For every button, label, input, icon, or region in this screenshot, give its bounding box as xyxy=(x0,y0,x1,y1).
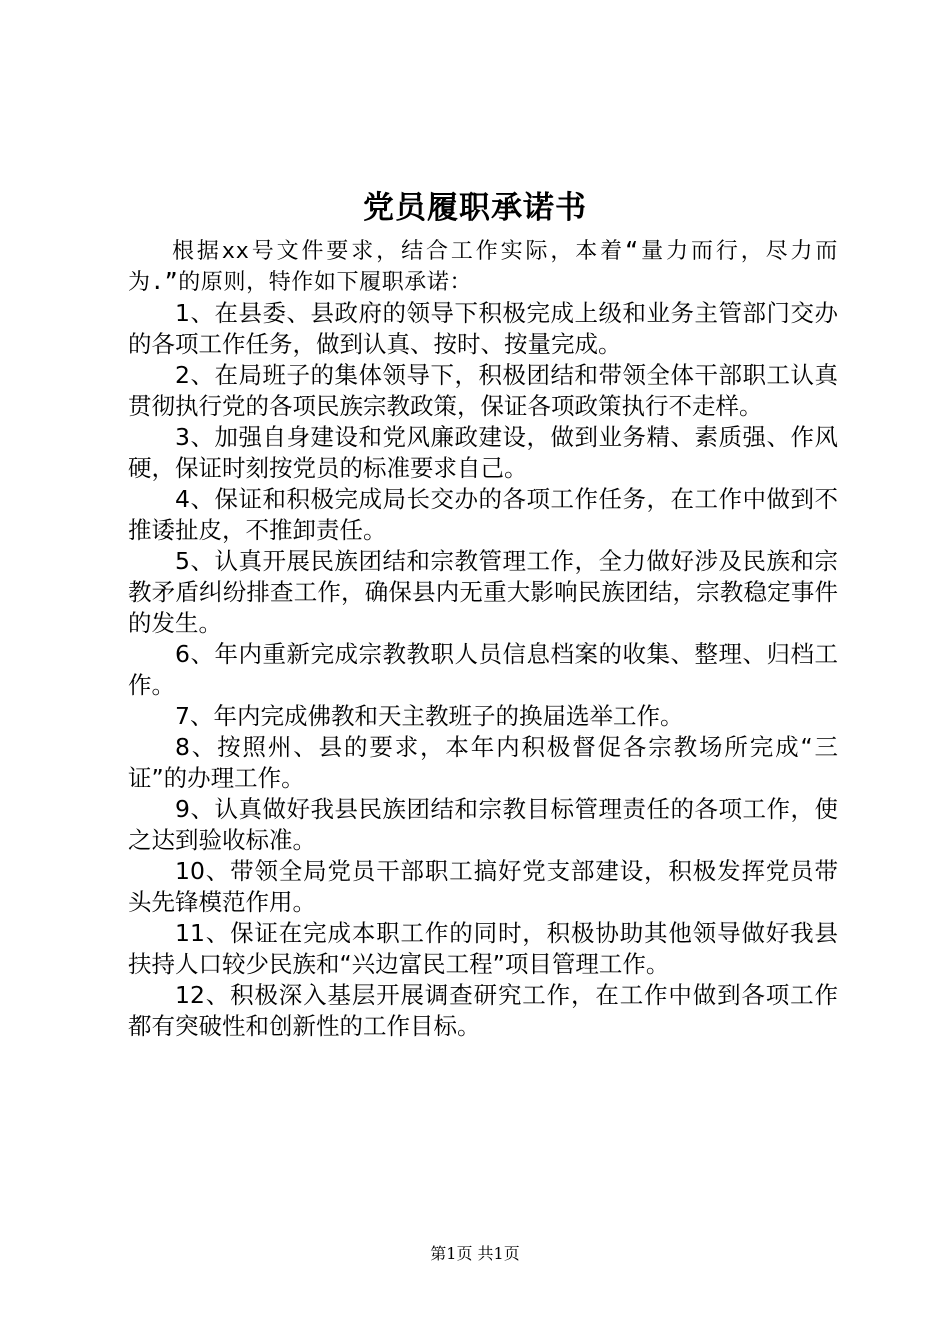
commitment-item: 12、积极深入基层开展调查研究工作，在工作中做到各项工作都有突破性和创新性的工作目标。 xyxy=(128,981,838,1040)
commitment-item: 8、按照州、县的要求，本年内积极督促各宗教场所完成“三证”的办理工作。 xyxy=(128,733,838,792)
commitment-item: 3、加强自身建设和党风廉政建设，做到业务精、素质强、作风硬，保证时刻按党员的标准要求自己。 xyxy=(128,423,838,482)
commitment-item: 7、年内完成佛教和天主教班子的换届选举工作。 xyxy=(175,702,684,730)
commitment-item: 10、带领全局党员干部职工搞好党支部建设，积极发挥党员带头先锋模范作用。 xyxy=(128,857,838,916)
document-body xyxy=(128,236,838,1042)
commitment-item: 1、在县委、县政府的领导下积极完成上级和业务主管部门交办的各项工作任务，做到认真、按时、按量完成。 xyxy=(128,299,838,358)
commitment-item: 4、保证和积极完成局长交办的各项工作任务，在工作中做到不推诿扯皮，不推卸责任。 xyxy=(128,485,838,544)
document-title: 党员履职承诺书 xyxy=(363,190,587,226)
page-footer: 第1页 共1页 xyxy=(430,1244,520,1263)
commitment-item: 11、保证在完成本职工作的同时，积极协助其他领导做好我县扶持人口较少民族和“兴边富民工程”项目管理工作。 xyxy=(128,919,838,978)
commitment-item: 2、在局班子的集体领导下，积极团结和带领全体干部职工认真贯彻执行党的各项民族宗教政策，保证各项政策执行不走样。 xyxy=(128,361,838,420)
commitment-item: 5、认真开展民族团结和宗教管理工作，全力做好涉及民族和宗教矛盾纠纷排查工作，确保县内无重大影响民族团结，宗教稳定事件的发生。 xyxy=(128,547,838,637)
commitment-item: 6、年内重新完成宗教教职人员信息档案的收集、整理、归档工作。 xyxy=(128,640,838,699)
intro-paragraph: 根据xx号文件要求，结合工作实际，本着“量力而行，尽力而为.”的原则，特作如下履职承诺： xyxy=(128,239,838,295)
commitment-item: 9、认真做好我县民族团结和宗教目标管理责任的各项工作，使之达到验收标准。 xyxy=(128,795,838,854)
